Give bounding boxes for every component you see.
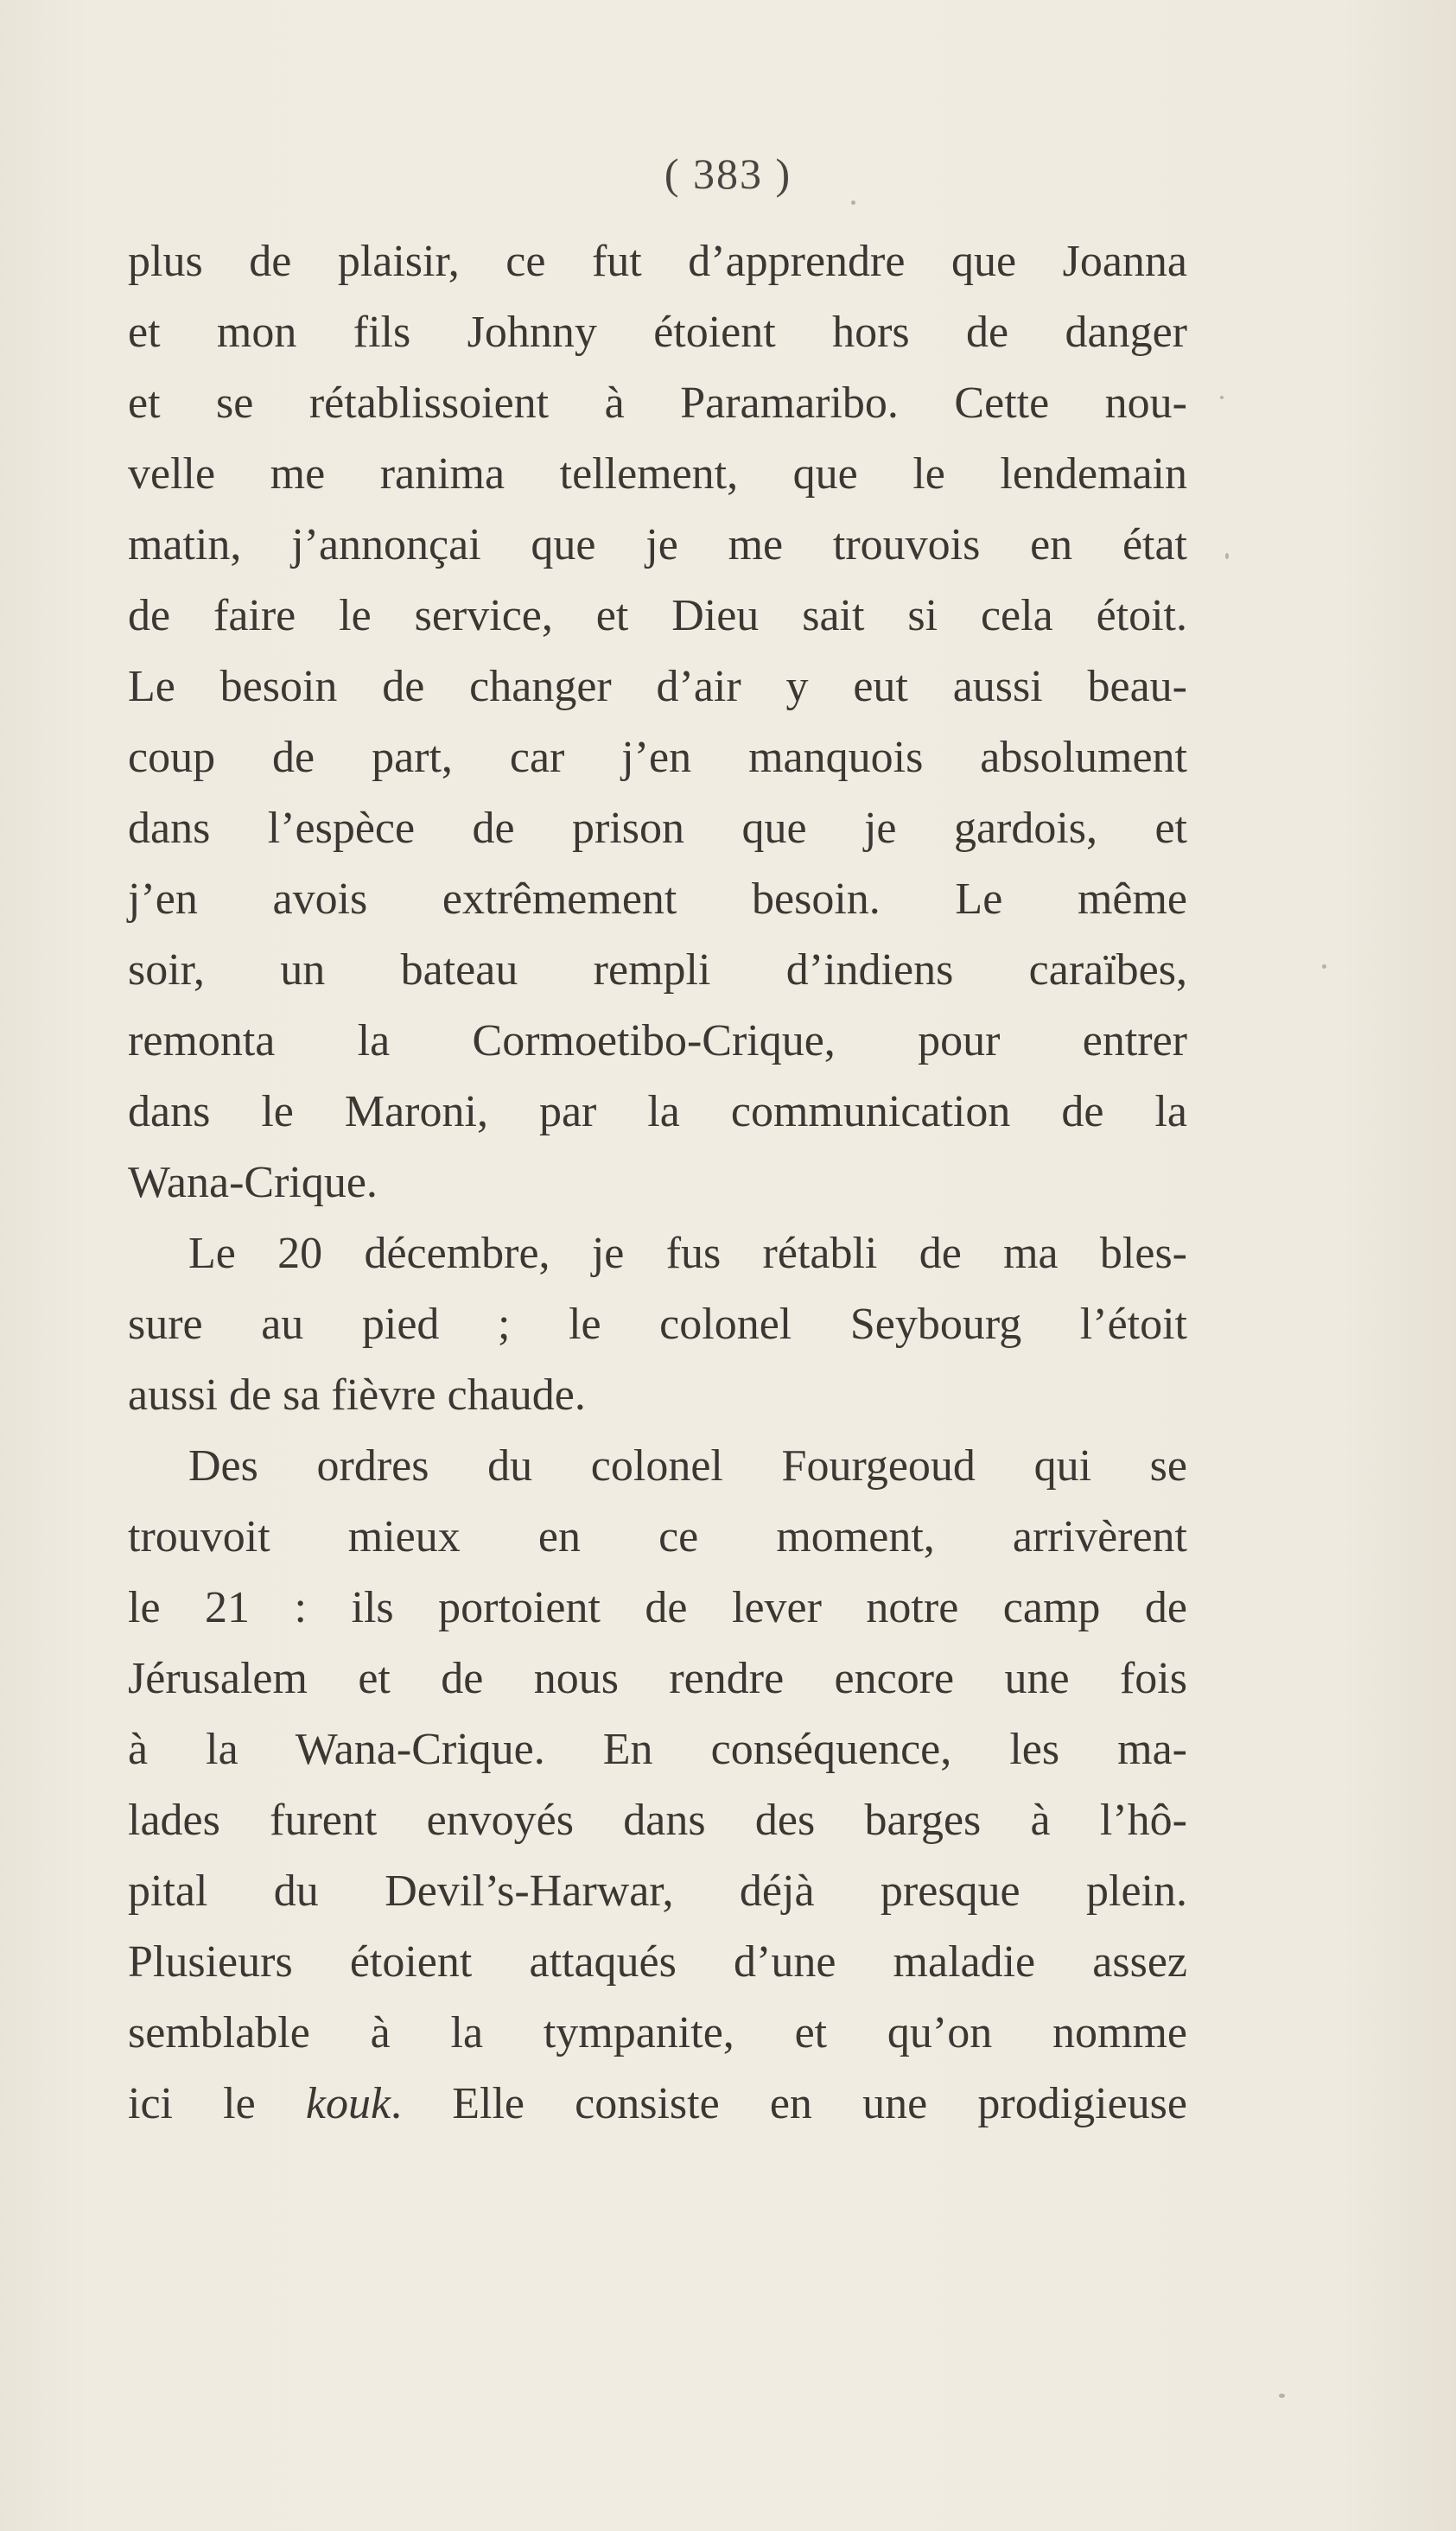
text-line: matin, j’annonçai que je me trouvois en état (128, 520, 1187, 569)
text-line: dans le Maroni, par la communication de la (128, 1087, 1187, 1136)
text-line: Plusieurs étoient attaqués d’une maladie assez (128, 1937, 1187, 1987)
text-line: et se rétablissoient à Paramaribo. Cette nou- (128, 378, 1187, 428)
text-line: velle me ranima tellement, que le lendemain (128, 449, 1187, 499)
paper-speck (1279, 2394, 1285, 2398)
text-line: de faire le service, et Dieu sait si cela étoit. (128, 591, 1187, 640)
text-line: Le 20 décembre, je fus rétabli de ma bles- (188, 1229, 1187, 1278)
text-line: plus de plaisir, ce fut d’apprendre que Joanna (128, 237, 1187, 286)
text-line: lades furent envoyés dans des barges à l’hô- (128, 1796, 1187, 1845)
page-number: ( 383 ) (664, 149, 792, 198)
paper-speck (1322, 964, 1326, 969)
text-line: trouvoit mieux en ce moment, arrivèrent (128, 1512, 1187, 1561)
text-segment: ici le (128, 2079, 306, 2128)
text-line: remonta la Cormoetibo-Crique, pour entrer (128, 1016, 1187, 1065)
text-line: soir, un bateau rempli d’indiens caraïbes, (128, 945, 1187, 995)
body-text (128, 226, 1187, 2140)
text-line: coup de part, car j’en manquois absolument (128, 733, 1187, 782)
text-line: j’en avois extrêmement besoin. Le même (128, 874, 1187, 924)
text-line: pital du Devil’s-Harwar, déjà presque plein. (128, 1866, 1187, 1916)
text-line: Jérusalem et de nous rendre encore une fois (128, 1654, 1187, 1703)
italic-term: kouk (305, 2079, 391, 2128)
paper-speck (1220, 396, 1224, 399)
text-line-with-italic (128, 2069, 1187, 2140)
text-line: à la Wana-Crique. En conséquence, les ma- (128, 1725, 1187, 1774)
paper-speck (1225, 553, 1229, 559)
text-line: le 21 : ils portoient de lever notre camp de (128, 1583, 1187, 1632)
text-line: semblable à la tympanite, et qu’on nomme (128, 2008, 1187, 2057)
text-line: Le besoin de changer d’air y eut aussi beau- (128, 662, 1187, 711)
text-line: et mon fils Johnny étoient hors de danger (128, 308, 1187, 357)
text-line: Wana-Crique. (128, 1158, 378, 1207)
text-line: sure au pied ; le colonel Seybourg l’étoit (128, 1300, 1187, 1349)
text-line: dans l’espèce de prison que je gardois, et (128, 804, 1187, 853)
paper-speck (851, 200, 855, 205)
text-line: Des ordres du colonel Fourgeoud qui se (188, 1441, 1187, 1491)
text-line: aussi de sa fièvre chaude. (128, 1370, 586, 1420)
text-segment: . Elle consiste en une prodigieuse (391, 2079, 1187, 2128)
